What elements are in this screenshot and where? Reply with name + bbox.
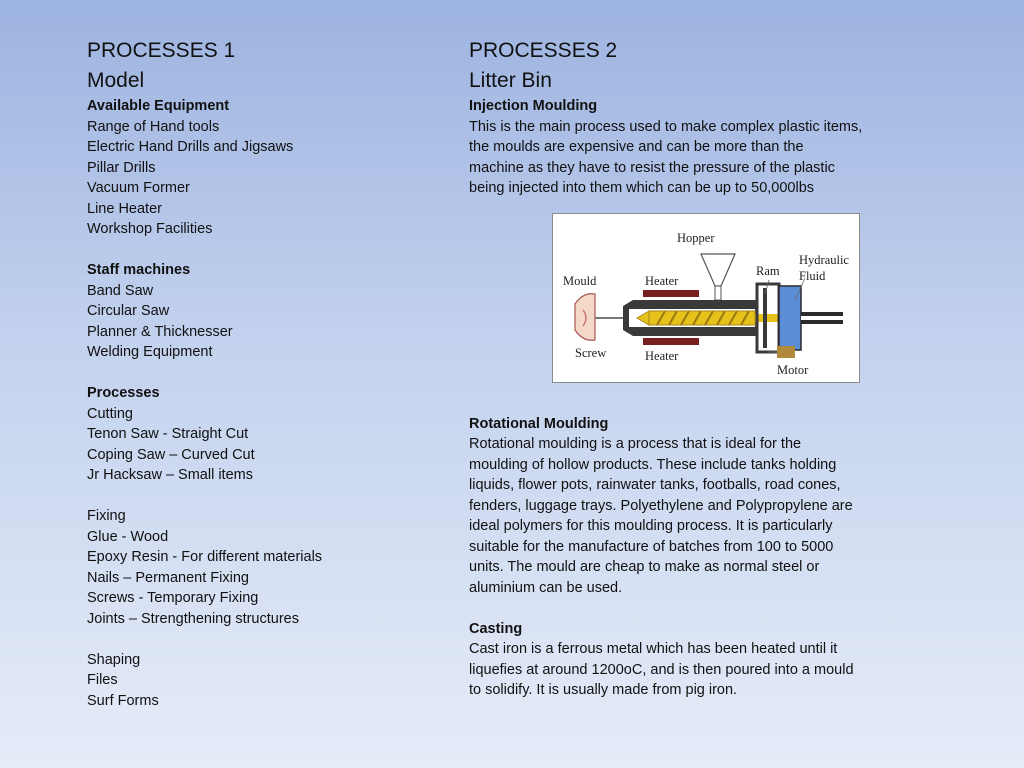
label-screw: Screw	[575, 346, 607, 360]
staff-machine-item: Welding Equipment	[87, 344, 213, 360]
label-ram: Ram	[756, 264, 780, 278]
mould-shape	[575, 294, 595, 341]
injection-heading: Injection Moulding	[469, 98, 598, 114]
label-heater-bottom: Heater	[645, 349, 679, 363]
rotational-line: aluminium can be used.	[469, 579, 623, 596]
fixing-item: Screws - Temporary Fixing	[87, 590, 259, 606]
available-equipment-heading: Available Equipment	[87, 98, 230, 114]
injection-line: the moulds are expensive and can be more than the	[469, 139, 804, 155]
injection-line: This is the main process used to make complex plastic items,	[469, 118, 863, 135]
fixing-item: Fixing	[87, 508, 126, 524]
equipment-item: Electric Hand Drills and Jigsaws	[87, 139, 294, 155]
label-hopper: Hopper	[677, 231, 715, 245]
left-subtitle: Model	[87, 69, 145, 92]
motor-shape	[777, 346, 795, 358]
fixing-item: Joints – Strengthening structures	[87, 610, 299, 627]
injection-moulding-svg	[553, 214, 859, 382]
staff-machines-heading: Staff machines	[87, 262, 191, 278]
equipment-item: Pillar Drills	[87, 159, 156, 176]
label-heater-top: Heater	[645, 274, 679, 288]
output-rod-core	[801, 316, 843, 320]
rotational-line: moulding of hollow products. These include tanks holding	[469, 456, 837, 473]
rotational-line: suitable for the manufacture of batches from 100 to 5000	[469, 538, 834, 555]
hydraulic-cylinder	[779, 286, 801, 350]
process-item: Jr Hacksaw – Small items	[87, 467, 253, 483]
label-hydraulic: Hydraulic	[799, 253, 849, 267]
shaping-item: Surf Forms	[87, 692, 159, 709]
equipment-item: Line Heater	[87, 200, 162, 217]
casting-line: liquefies at around 1200oC, and is then poured into a mould	[469, 661, 854, 678]
staff-machine-item: Circular Saw	[87, 303, 170, 319]
staff-machine-item: Band Saw	[87, 282, 154, 299]
hopper-neck	[715, 286, 721, 300]
casting-line: to solidify. It is usually made from pig iron.	[469, 682, 738, 698]
label-mould: Mould	[563, 274, 597, 288]
staff-machine-item: Planner & Thicknesser	[87, 323, 233, 340]
label-motor: Motor	[777, 363, 809, 377]
fixing-item: Glue - Wood	[87, 528, 169, 545]
rotational-line: units. The mould are cheap to make as normal steel or	[469, 559, 820, 575]
hopper-shape	[701, 254, 735, 286]
fixing-item: Nails – Permanent Fixing	[87, 569, 249, 586]
shaping-item: Shaping	[87, 651, 141, 668]
rotational-heading: Rotational Moulding	[469, 415, 609, 432]
right-title: PROCESSES 2	[469, 39, 618, 62]
right-subtitle: Litter Bin	[469, 69, 552, 92]
equipment-item: Vacuum Former	[87, 180, 190, 196]
process-item: Cutting	[87, 405, 133, 422]
equipment-item: Workshop Facilities	[87, 221, 213, 237]
heater-top-bar	[643, 290, 699, 297]
injection-moulding-diagram	[552, 213, 860, 383]
left-title: PROCESSES 1	[87, 39, 236, 62]
rotational-line: ideal polymers for this moulding process. It is particularly	[469, 518, 833, 534]
heater-bottom-bar	[643, 338, 699, 345]
rotational-line: fenders, luggage trays. Polyethylene and Polypropylene are	[469, 497, 853, 514]
shaping-item: Files	[87, 672, 118, 688]
processes-heading: Processes	[87, 385, 160, 401]
injection-line: being injected into them which can be up to 50,000lbs	[469, 180, 815, 196]
casting-heading: Casting	[469, 620, 523, 637]
rotational-line: liquids, flower pots, rainwater tanks, footballs, road cones,	[469, 477, 841, 493]
casting-line: Cast iron is a ferrous metal which has been heated until it	[469, 641, 838, 657]
ram-plate	[763, 288, 767, 348]
injection-line: machine as they have to resist the pressure of the plastic	[469, 159, 835, 176]
left-column	[87, 36, 437, 711]
fixing-item: Epoxy Resin - For different materials	[87, 549, 323, 565]
process-item: Coping Saw – Curved Cut	[87, 446, 255, 463]
equipment-item: Range of Hand tools	[87, 118, 220, 135]
process-item: Tenon Saw - Straight Cut	[87, 426, 249, 442]
rotational-line: Rotational moulding is a process that is ideal for the	[469, 436, 802, 452]
label-fluid: Fluid	[799, 269, 826, 283]
